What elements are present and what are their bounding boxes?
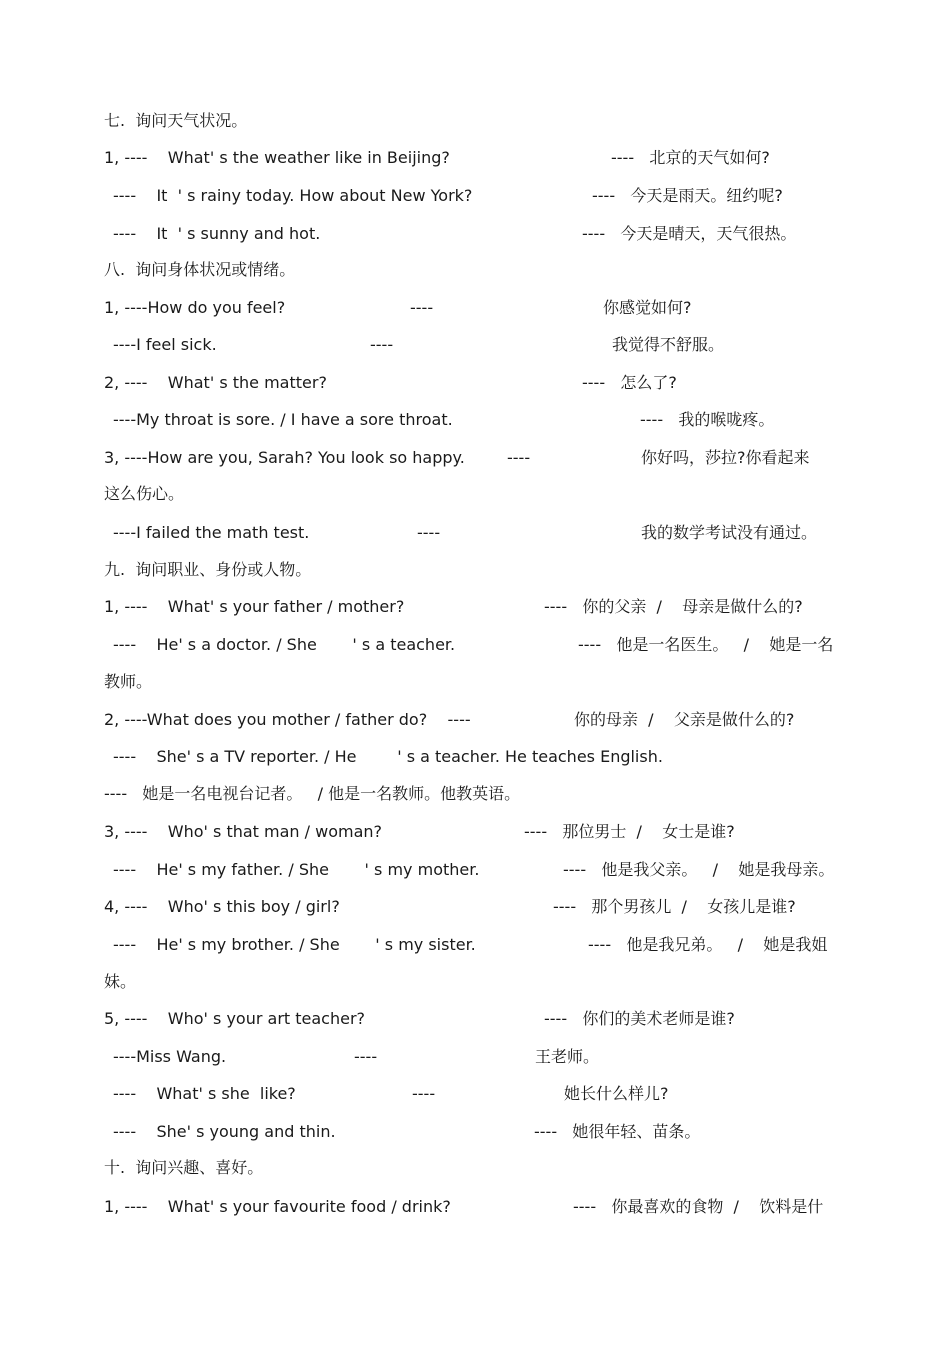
text-line — [0, 819, 950, 845]
text-line — [0, 370, 950, 396]
line-text: ---- He' s a doctor. / She ' s a teacher. — [113, 635, 456, 654]
line-text-column-2: ---- 他是我父亲。 / 她是我母亲。 — [563, 860, 835, 879]
text-line — [0, 744, 950, 770]
line-text: ---- He' s my father. / She ' s my mother. — [113, 860, 480, 879]
text-line — [0, 1081, 950, 1107]
text-line — [0, 295, 950, 321]
line-text: ---- She' s young and thin. — [113, 1122, 336, 1141]
line-text: 妹。 — [104, 972, 137, 991]
line-text: 1, ---- What' s your favourite food / drink? — [104, 1197, 451, 1216]
text-line — [0, 145, 950, 171]
line-text-column-2: ---- 他是一名医生。 / 她是一名 — [578, 635, 834, 654]
line-text: ----My throat is sore. / I have a sore throat. — [113, 410, 453, 429]
text-line — [0, 332, 950, 358]
line-text-column-2: ---- 北京的天气如何? — [611, 148, 770, 167]
line-text-column-2: ---- — [412, 1084, 436, 1103]
line-text-column-2: ---- 我的喉咙疼。 — [640, 410, 775, 429]
line-text: 1, ---- What' s your father / mother? — [104, 597, 405, 616]
line-text: 教师。 — [104, 672, 153, 691]
line-text: 2, ----What does you mother / father do? ---- — [104, 710, 471, 729]
text-line — [0, 183, 950, 209]
line-text-column-2: ---- 你最喜欢的食物 / 饮料是什 — [573, 1197, 824, 1216]
text-line — [0, 857, 950, 883]
line-text: 十. 询问兴趣、喜好。 — [104, 1158, 264, 1177]
text-line — [0, 932, 950, 958]
line-text-column-2: ---- — [507, 448, 531, 467]
line-text: 1, ----How do you feel? — [104, 298, 286, 317]
line-text-column-2: ---- 你们的美术老师是谁? — [544, 1009, 735, 1028]
line-text: 1, ---- What' s the weather like in Beijing? — [104, 148, 450, 167]
line-text: ----I failed the math test. — [113, 523, 310, 542]
text-line — [0, 707, 950, 733]
line-text: ----I feel sick. — [113, 335, 217, 354]
text-line — [0, 481, 950, 507]
line-text: 八. 询问身体状况或情绪。 — [104, 260, 296, 279]
line-text: ---- It ' s sunny and hot. — [113, 224, 321, 243]
text-line — [0, 407, 950, 433]
text-line — [0, 1155, 950, 1181]
line-text-column-3: 你感觉如何? — [603, 298, 692, 317]
text-line — [0, 445, 950, 471]
line-text-column-2: ---- — [410, 298, 434, 317]
text-line — [0, 1006, 950, 1032]
line-text-column-2: ---- — [354, 1047, 378, 1066]
line-text: ---- 她是一名电视台记者。 / 他是一名教师。他教英语。 — [104, 784, 521, 803]
line-text-column-3: 我的数学考试没有通过。 — [641, 523, 818, 542]
line-text-column-2: ---- 怎么了? — [582, 373, 677, 392]
line-text-column-2: ---- 你的父亲 / 母亲是做什么的? — [544, 597, 803, 616]
line-text: 3, ----How are you, Sarah? You look so happy. — [104, 448, 465, 467]
line-text-column-2: ---- 那个男孩儿 / 女孩儿是谁? — [553, 897, 796, 916]
text-line — [0, 669, 950, 695]
line-text: 5, ---- Who' s your art teacher? — [104, 1009, 366, 1028]
line-text: 九. 询问职业、身份或人物。 — [104, 560, 312, 579]
line-text: ---- She' s a TV reporter. / He ' s a teacher. He teaches English. — [113, 747, 663, 766]
line-text-column-2: ---- 她很年轻、苗条。 — [534, 1122, 701, 1141]
line-text: 这么伤心。 — [104, 484, 185, 503]
text-line — [0, 894, 950, 920]
line-text: 3, ---- Who' s that man / woman? — [104, 822, 383, 841]
line-text-column-2: ---- 今天是晴天，天气很热。 — [582, 224, 797, 243]
text-line — [0, 781, 950, 807]
text-line — [0, 221, 950, 247]
line-text-column-3: 我觉得不舒服。 — [612, 335, 725, 354]
line-text-column-2: ---- 他是我兄弟。 / 她是我姐 — [588, 935, 828, 954]
line-text-column-2: ---- — [370, 335, 394, 354]
text-line — [0, 520, 950, 546]
text-line — [0, 1194, 950, 1220]
line-text: 4, ---- Who' s this boy / girl? — [104, 897, 340, 916]
line-text-column-3: 王老师。 — [535, 1047, 600, 1066]
line-text: ---- He' s my brother. / She ' s my sister. — [113, 935, 476, 954]
line-text-column-2: ---- 那位男士 / 女士是谁? — [524, 822, 735, 841]
text-line — [0, 594, 950, 620]
line-text-column-3: 她长什么样儿? — [564, 1084, 669, 1103]
line-text: ---- What' s she like? — [113, 1084, 296, 1103]
line-text: 2, ---- What' s the matter? — [104, 373, 327, 392]
line-text: 七. 询问天气状况。 — [104, 111, 248, 130]
line-text-column-2: 你的母亲 / 父亲是做什么的? — [574, 710, 795, 729]
text-line — [0, 1119, 950, 1145]
line-text: ---- It ' s rainy today. How about New York? — [113, 186, 473, 205]
text-line — [0, 257, 950, 283]
text-line — [0, 557, 950, 583]
text-line — [0, 1044, 950, 1070]
line-text-column-3: 你好吗，莎拉?你看起来 — [641, 448, 810, 467]
line-text: ----Miss Wang. — [113, 1047, 227, 1066]
text-line — [0, 969, 950, 995]
text-line — [0, 108, 950, 134]
line-text-column-2: ---- 今天是雨天。纽约呢? — [592, 186, 783, 205]
line-text-column-2: ---- — [417, 523, 441, 542]
text-line — [0, 632, 950, 658]
